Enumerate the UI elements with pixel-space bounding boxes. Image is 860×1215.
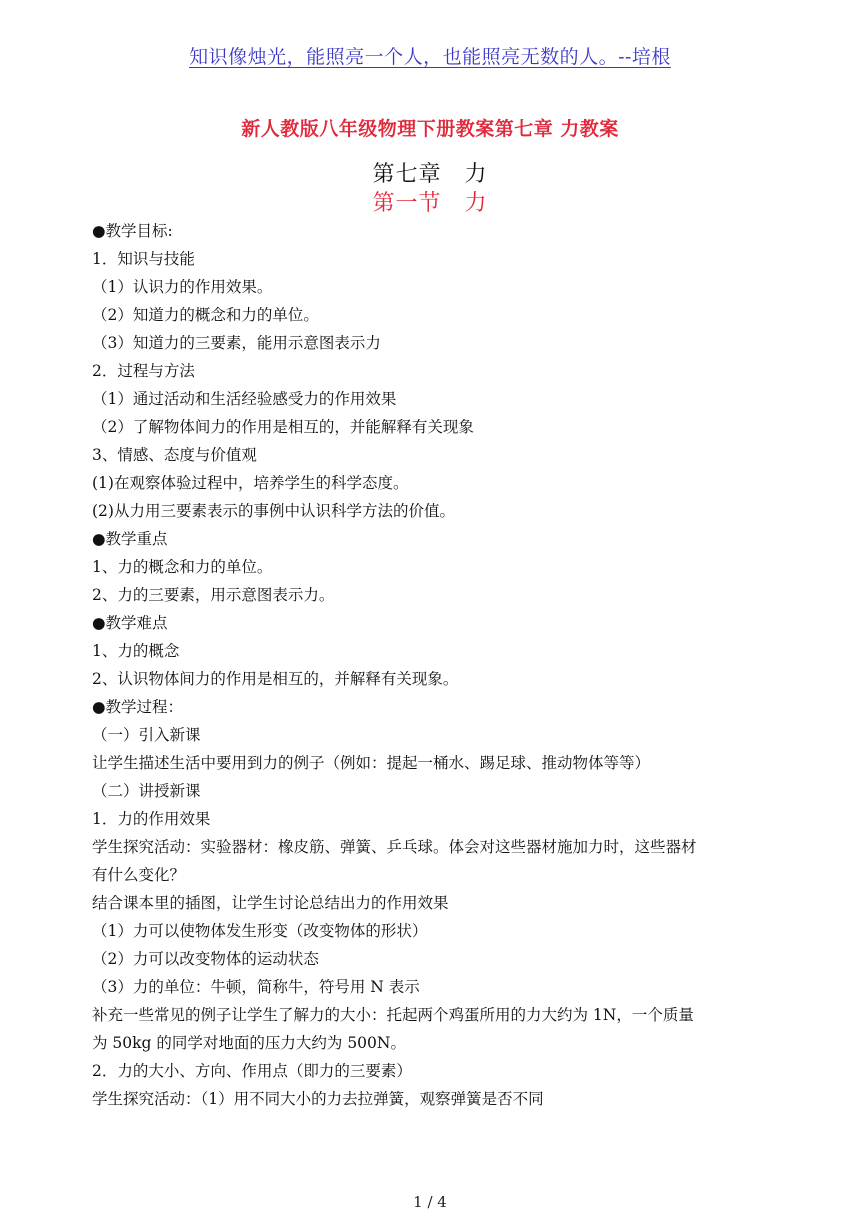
text-line: （3）力的单位：牛顿，简称牛，符号用 N 表示 [92, 978, 420, 996]
text-line: （1）通过活动和生活经验感受力的作用效果 [92, 390, 397, 408]
page-number: 1 / 4 [413, 1193, 447, 1211]
text-line: 让学生描述生活中要用到力的例子（例如：提起一桶水、踢足球、推动物体等等） [92, 754, 651, 772]
chapter-heading: 第七章 力 [372, 162, 488, 187]
text-line: ●教学目标: [92, 222, 173, 240]
text-line: 学生探究活动：实验器材：橡皮筋、弹簧、乒乓球。体会对这些器材施加力时，这些器材 [92, 838, 697, 856]
text-line: 为 50kg 的同学对地面的压力大约为 500N。 [92, 1034, 406, 1052]
text-line: （2）知道力的概念和力的单位。 [92, 306, 319, 324]
text-line: （1）力可以使物体发生形变（改变物体的形状） [92, 922, 428, 940]
text-line: 2．力的大小、方向、作用点（即力的三要素） [92, 1062, 412, 1080]
text-line: ●教学难点 [92, 614, 168, 632]
text-line: ●教学过程： [92, 698, 184, 716]
text-line: （2）力可以改变物体的运动状态 [92, 950, 319, 968]
text-line: 3、情感、态度与价值观 [92, 446, 257, 464]
text-line: (1)在观察体验过程中，培养学生的科学态度。 [92, 474, 409, 492]
text-line: （3）知道力的三要素，能用示意图表示力 [92, 334, 381, 352]
text-line: 1、力的概念 [92, 642, 180, 660]
document-title: 新人教版八年级物理下册教案第七章 力教案 [241, 118, 619, 140]
text-line: （二）讲授新课 [92, 782, 201, 800]
text-line: 2、认识物体间力的作用是相互的，并解释有关现象。 [92, 670, 459, 688]
text-line: （2）了解物体间力的作用是相互的，并能解释有关现象 [92, 418, 474, 436]
document-body [92, 217, 774, 1113]
text-line: 2、力的三要素，用示意图表示力。 [92, 586, 335, 604]
text-line: ●教学重点 [92, 530, 168, 548]
text-line: 学生探究活动：（1）用不同大小的力去拉弹簧，观察弹簧是否不同 [92, 1090, 544, 1108]
text-line: （1）认识力的作用效果。 [92, 278, 273, 296]
text-line: 1．力的作用效果 [92, 810, 211, 828]
text-line: (2)从力用三要素表示的事例中认识科学方法的价值。 [92, 502, 455, 520]
text-line: 1、力的概念和力的单位。 [92, 558, 273, 576]
text-line: （一）引入新课 [92, 726, 201, 744]
header-motto: 知识像烛光，能照亮一个人，也能照亮无数的人。--培根 [189, 46, 671, 68]
text-line: 结合课本里的插图，让学生讨论总结出力的作用效果 [92, 894, 449, 912]
text-line: 1．知识与技能 [92, 250, 195, 268]
text-line: 有什么变化？ [92, 866, 186, 884]
section-heading: 第一节 力 [372, 191, 488, 216]
text-line: 补充一些常见的例子让学生了解力的大小：托起两个鸡蛋所用的力大约为 1N，一个质量 [92, 1006, 694, 1024]
text-line: 2．过程与方法 [92, 362, 195, 380]
